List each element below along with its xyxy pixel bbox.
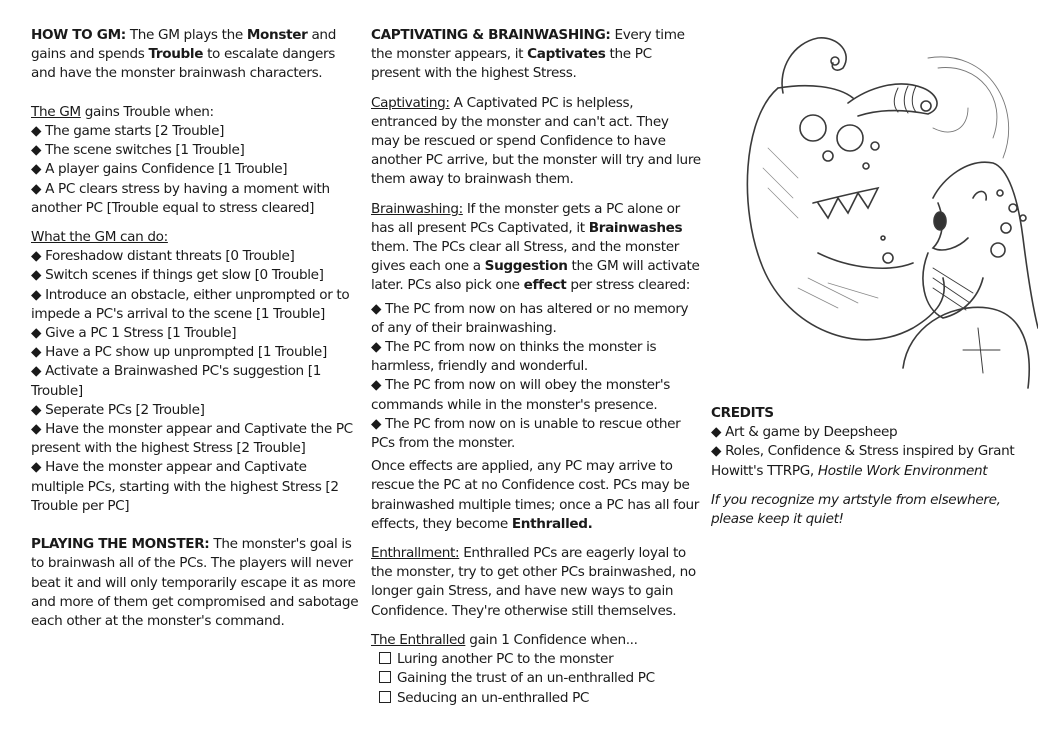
how-to-gm-heading: HOW TO GM: — [31, 27, 126, 43]
hostile-work-environment-title: Hostile Work Environment — [817, 462, 988, 479]
list-item: ◆ Give a PC 1 Stress [1 Trouble] — [31, 324, 361, 343]
credits-section — [711, 404, 1041, 529]
list-item: ◆ Have the monster appear and Captivate multiple PCs, starting with the highest Stress [2 Trouble per PC] — [31, 458, 361, 516]
list-item: ◆ A PC clears stress by having a moment with another PC [Trouble equal to stress cleared] — [31, 180, 361, 218]
list-item: ◆ A player gains Confidence [1 Trouble] — [31, 160, 361, 179]
credits-heading: CREDITS — [711, 405, 774, 421]
checkbox[interactable] — [379, 691, 391, 703]
enthralled-gain-label: The Enthralled gain 1 Confidence when... — [371, 631, 638, 648]
list-item: ◆ Have a PC show up unprompted [1 Trouble] — [31, 343, 361, 362]
list-item: ◆ Have the monster appear and Captivate the PC present with the highest Stress [2 Trouble] — [31, 420, 361, 458]
how-to-gm-paragraph: HOW TO GM: The GM plays the Monster and gains and spends Trouble to escalate dangers and have the monster brainwash characters. — [31, 27, 336, 82]
enthrallment-paragraph: Enthrallment: Enthralled PCs are eagerly loyal to the monster, try to get other PCs brainwashed, no longer gain Stress, and have new ways to gain Confidence. They're otherwise still themselves. — [371, 545, 696, 619]
column-gm-rules — [31, 26, 361, 631]
sketch-illustration-icon — [738, 28, 1038, 400]
playing-monster-heading: PLAYING THE MONSTER: — [31, 536, 210, 553]
gm-gains-label: The GM gains Trouble when: — [31, 103, 214, 120]
list-item: ◆ The scene switches [1 Trouble] — [31, 141, 361, 160]
playing-monster-paragraph: PLAYING THE MONSTER: The monster's goal is to brainwash all of the PCs. The players will never beat it and will only temporarily escape it as more and more of them get compromised and sabotage each other at the monster's command. — [31, 536, 359, 630]
checkbox[interactable] — [379, 652, 391, 664]
once-effects-paragraph: Once effects are applied, any PC may arrive to rescue the PC at no Confidence cost. PCs may be brainwashed multiple times; once a PC has all four effects, they become Enthralled. — [371, 458, 700, 532]
checkbox-item[interactable]: Gaining the trust of an un-enthralled PC — [371, 669, 701, 688]
effect-item: ◆ The PC from now on is unable to rescue other PCs from the monster. — [371, 415, 701, 453]
brainwashing-paragraph: Brainwashing: If the monster gets a PC alone or has all present PCs Captivated, it Brainwashes them. The PCs clear all Stress, and the monster gives each one a Suggestion the GM will activate later. PCs also pick one effect per stress cleared: — [371, 200, 700, 294]
credit-item: ◆ Roles, Confidence & Stress inspired by Grant Howitt's TTRPG, Hostile Work Environment — [711, 442, 1041, 480]
captivating-brainwashing-paragraph: CAPTIVATING & BRAINWASHING: Every time the monster appears, it Captivates the PC present with the highest Stress. — [371, 27, 685, 82]
checkbox[interactable] — [379, 671, 391, 683]
captivating-paragraph: Captivating: A Captivated PC is helpless, entranced by the monster and can't act. They may be rescued or spend Confidence to have another PC arrive, but the monster will try and lure them away to brainwash them. — [371, 94, 701, 188]
captivating-brainwashing-heading: CAPTIVATING & BRAINWASHING: — [371, 27, 611, 43]
gm-can-do-label: What the GM can do: — [31, 229, 168, 246]
list-item: ◆ Introduce an obstacle, either unprompted or to impede a PC's arrival to the scene [1 Trouble] — [31, 286, 361, 324]
checkbox-item[interactable]: Luring another PC to the monster — [371, 650, 701, 669]
checkbox-item[interactable]: Seducing an un-enthralled PC — [371, 689, 701, 708]
effect-item: ◆ The PC from now on will obey the monster's commands while in the monster's presence. — [371, 376, 701, 414]
list-item: ◆ The game starts [2 Trouble] — [31, 122, 361, 141]
artstyle-note: If you recognize my artstyle from elsewhere, please keep it quiet! — [711, 491, 1001, 528]
column-captivating-brainwashing — [371, 26, 701, 708]
list-item: ◆ Switch scenes if things get slow [0 Trouble] — [31, 266, 361, 285]
credit-item: ◆ Art & game by Deepsheep — [711, 423, 1041, 442]
effect-item: ◆ The PC from now on thinks the monster is harmless, friendly and wonderful. — [371, 338, 701, 376]
effect-item: ◆ The PC from now on has altered or no memory of any of their brainwashing. — [371, 300, 701, 338]
list-item: ◆ Foreshadow distant threats [0 Trouble] — [31, 247, 361, 266]
list-item: ◆ Seperate PCs [2 Trouble] — [31, 401, 361, 420]
list-item: ◆ Activate a Brainwashed PC's suggestion [1 Trouble] — [31, 362, 361, 400]
